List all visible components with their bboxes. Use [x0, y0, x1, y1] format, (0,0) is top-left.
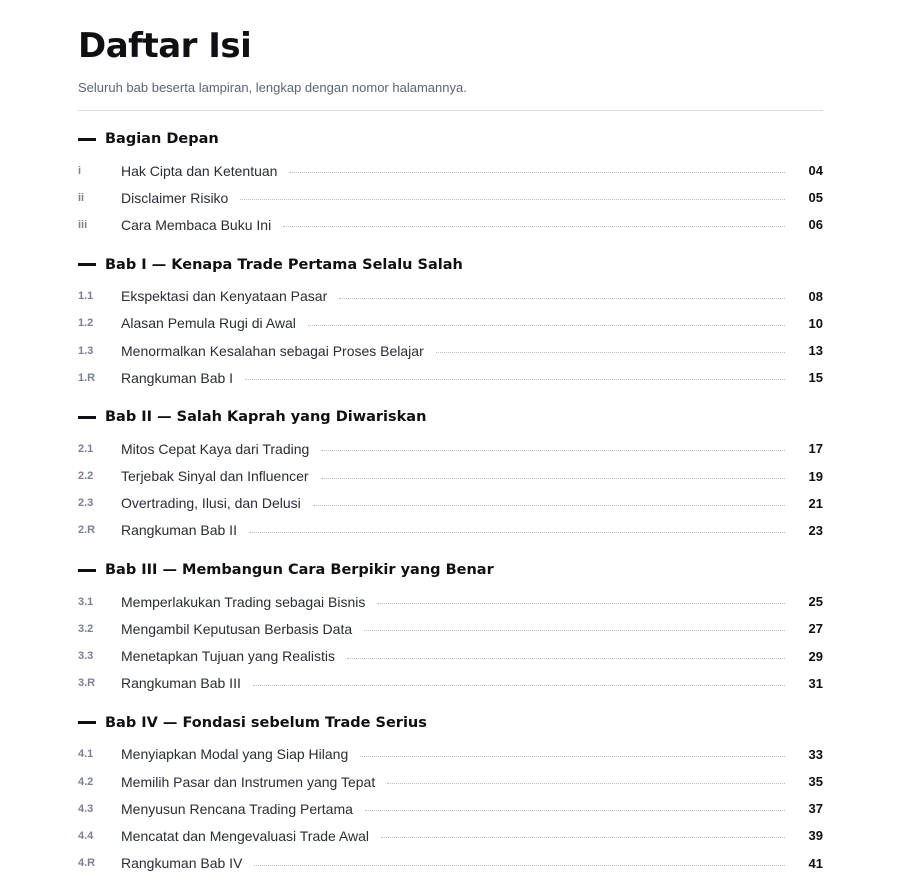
- dotted-leader: [339, 298, 785, 299]
- entry-title: Menetapkan Tujuan yang Realistis: [121, 648, 336, 665]
- entry-title: Cara Membaca Buku Ini: [121, 216, 272, 233]
- section-heading: [78, 253, 823, 277]
- entry-title: Terjebak Sinyal dan Influencer: [121, 468, 309, 485]
- section-heading: [78, 127, 823, 151]
- section-heading: [78, 558, 823, 582]
- entry-page-number: 15: [808, 370, 823, 386]
- entry-page-number: 37: [808, 801, 823, 817]
- entry-number: 1.R: [78, 371, 96, 384]
- toc-entry[interactable]: [78, 283, 823, 310]
- entry-page-number: 27: [808, 621, 823, 637]
- entry-page-number: 29: [808, 648, 823, 664]
- dotted-leader: [245, 379, 785, 380]
- entry-page-number: 10: [808, 315, 823, 331]
- entry-number: ii: [78, 191, 85, 204]
- entry-number: 3.R: [78, 677, 96, 690]
- section-title: Bab I — Kenapa Trade Pertama Selalu Salah: [105, 256, 463, 273]
- entry-number: 2.1: [78, 442, 94, 455]
- toc-entry[interactable]: [78, 588, 823, 615]
- entry-title: Memperlakukan Trading sebagai Bisnis: [121, 593, 366, 610]
- entry-page-number: 35: [808, 774, 823, 790]
- entry-page-number: 05: [808, 190, 823, 206]
- dotted-leader: [240, 199, 785, 200]
- header-divider: [78, 110, 823, 111]
- entry-page-number: 33: [808, 746, 823, 762]
- toc-entry[interactable]: [78, 490, 823, 517]
- entry-number: 3.1: [78, 595, 94, 608]
- section-dash-marker: [78, 138, 96, 141]
- entry-number: 4.R: [78, 857, 96, 870]
- dotted-leader: [289, 172, 785, 173]
- toc-section: [78, 253, 823, 392]
- entry-number: 1.1: [78, 290, 94, 303]
- entry-page-number: 31: [808, 675, 823, 691]
- entry-number: 4.1: [78, 748, 94, 761]
- entry-title: Hak Cipta dan Ketentuan: [121, 162, 278, 179]
- page-subtitle: Seluruh bab beserta lampiran, lengkap dengan nomor halamannya.: [78, 80, 467, 95]
- section-dash-marker: [78, 416, 96, 419]
- entry-page-number: 25: [808, 594, 823, 610]
- entry-title: Disclaimer Risiko: [121, 189, 229, 206]
- entry-number: 3.2: [78, 622, 94, 635]
- toc-entry[interactable]: [78, 670, 823, 697]
- toc-entry[interactable]: [78, 822, 823, 849]
- toc-sections: [78, 127, 823, 891]
- section-title: Bagian Depan: [105, 131, 219, 147]
- entry-title: Rangkuman Bab IV: [121, 855, 243, 872]
- toc-section: [78, 558, 823, 697]
- entry-title: Alasan Pemula Rugi di Awal: [121, 315, 296, 332]
- section-heading: [78, 405, 823, 429]
- toc-section: [78, 405, 823, 544]
- toc-entry[interactable]: [78, 157, 823, 184]
- entry-number: iii: [78, 218, 88, 231]
- entry-number: 3.3: [78, 650, 94, 663]
- entry-page-number: 08: [808, 288, 823, 304]
- dotted-leader: [377, 603, 785, 604]
- toc-entry[interactable]: [78, 517, 823, 544]
- toc-entry[interactable]: [78, 741, 823, 768]
- toc-section: [78, 711, 823, 877]
- toc-entry[interactable]: [78, 310, 823, 337]
- section-heading: [78, 711, 823, 735]
- entry-title: Menyusun Rencana Trading Pertama: [121, 800, 353, 817]
- section-title: Bab IV — Fondasi sebelum Trade Serius: [105, 714, 427, 731]
- entry-title: Menyiapkan Modal yang Siap Hilang: [121, 746, 349, 763]
- toc-entry[interactable]: [78, 795, 823, 822]
- dotted-leader: [364, 630, 785, 631]
- toc-entry[interactable]: [78, 850, 823, 877]
- entry-page-number: 23: [808, 522, 823, 538]
- entry-title: Mengambil Keputusan Berbasis Data: [121, 620, 353, 637]
- section-dash-marker: [78, 263, 96, 266]
- entry-page-number: 06: [808, 217, 823, 233]
- toc-entry[interactable]: [78, 768, 823, 795]
- entry-number: 4.3: [78, 802, 94, 815]
- dotted-leader: [321, 450, 785, 451]
- toc-entry[interactable]: [78, 615, 823, 642]
- entry-page-number: 13: [808, 343, 823, 359]
- entry-number: 2.3: [78, 497, 94, 510]
- entry-title: Rangkuman Bab I: [121, 369, 234, 386]
- entry-page-number: 41: [808, 855, 823, 871]
- section-dash-marker: [78, 569, 96, 572]
- entry-title: Memilih Pasar dan Instrumen yang Tepat: [121, 773, 376, 790]
- entry-number: 2.2: [78, 470, 94, 483]
- toc-entry[interactable]: [78, 211, 823, 238]
- dotted-leader: [365, 810, 785, 811]
- toc-entry[interactable]: [78, 642, 823, 669]
- entry-number: 1.3: [78, 344, 94, 357]
- toc-section: [78, 127, 823, 239]
- entry-number: i: [78, 164, 82, 177]
- entry-number: 4.4: [78, 829, 94, 842]
- toc-entry[interactable]: [78, 463, 823, 490]
- entry-page-number: 19: [808, 468, 823, 484]
- entry-number: 2.R: [78, 524, 96, 537]
- toc-entry[interactable]: [78, 337, 823, 364]
- dotted-leader: [436, 352, 785, 353]
- entry-page-number: 04: [808, 163, 823, 179]
- dotted-leader: [283, 226, 785, 227]
- dotted-leader: [347, 658, 785, 659]
- page-title: Daftar Isi: [78, 26, 252, 66]
- dotted-leader: [387, 783, 785, 784]
- entry-title: Rangkuman Bab III: [121, 675, 241, 692]
- entry-title: Rangkuman Bab II: [121, 522, 237, 539]
- toc-entry[interactable]: [78, 364, 823, 391]
- dotted-leader: [308, 325, 785, 326]
- entry-number: 4.2: [78, 775, 94, 788]
- dotted-leader: [313, 505, 785, 506]
- entry-title: Menormalkan Kesalahan sebagai Proses Belajar: [121, 342, 424, 359]
- dotted-leader: [253, 685, 785, 686]
- toc-entry[interactable]: [78, 435, 823, 462]
- entry-title: Mitos Cepat Kaya dari Trading: [121, 440, 310, 457]
- dotted-leader: [360, 756, 785, 757]
- section-title: Bab II — Salah Kaprah yang Diwariskan: [105, 409, 427, 426]
- section-title: Bab III — Membangun Cara Berpikir yang Benar: [105, 562, 494, 579]
- dotted-leader: [381, 837, 785, 838]
- entry-page-number: 39: [808, 828, 823, 844]
- dotted-leader: [249, 532, 785, 533]
- entry-title: Ekspektasi dan Kenyataan Pasar: [121, 288, 328, 305]
- entry-page-number: 21: [808, 495, 823, 511]
- dotted-leader: [254, 865, 785, 866]
- dotted-leader: [321, 478, 785, 479]
- entry-title: Overtrading, Ilusi, dan Delusi: [121, 495, 301, 512]
- section-dash-marker: [78, 721, 96, 724]
- entry-title: Mencatat dan Mengevaluasi Trade Awal: [121, 827, 370, 844]
- toc-entry[interactable]: [78, 184, 823, 211]
- entry-page-number: 17: [808, 441, 823, 457]
- entry-number: 1.2: [78, 317, 94, 330]
